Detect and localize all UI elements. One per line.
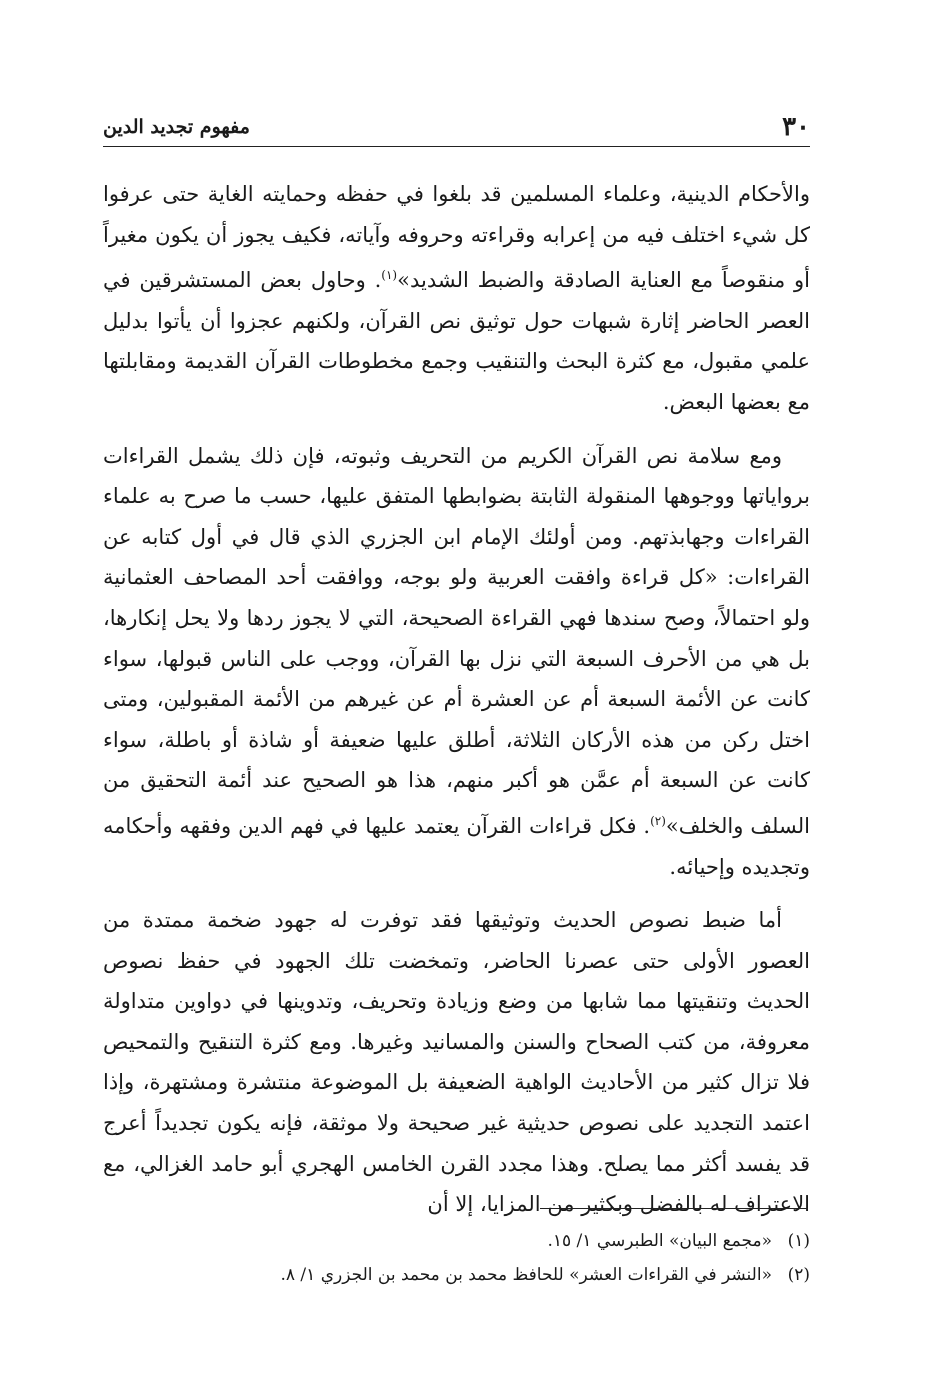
paragraph-text: أما ضبط نصوص الحديث وتوثيقها فقد توفرت له جهود ضخمة ممتدة من العصور الأولى حتى عصرنا الحاضر، وتمخضت تلك الجهود في حفظ نصوص الحديث وتنقيتها مما شابها من وضع وزيادة وتحريف، وتدوينها في دواوين متداولة معروفة، من كتب الصحاح والسنن والمسانيد وغيرها. ومع كثرة التنقيح والتمحيص فلا تزال كثير من الأحاديث الواهية الضعيفة بل الموضوعة منتشرة ومشتهرة، وإذا اعتمد التجديد على نصوص حديثية غير صحيحة ولا موثقة، فإنه يكون تجديداً أعرج قد يفسد أكثر مما يصلح. وهذا مجدد القرن الخامس الهجري أبو حامد الغزالي، مع الاعتراف له بالفضل وبكثير من المزايا، إلا أن bbox=[103, 908, 810, 1217]
paragraph bbox=[103, 436, 810, 888]
paragraph-text: والأحكام الدينية، وعلماء المسلمين قد بلغوا في حفظه وحمايته الغاية حتى عرفوا كل شيء اختلف فيه من إعرابه وقراءته وحروفه وآياته، فكيف يجوز أن يكون مغيراً أو منقوصاً مع العناية الصادقة والضبط الشديد» bbox=[103, 182, 811, 293]
footnote-text: «النشر في القراءات العشر» للحافظ محمد بن محمد بن الجزري ١/ ٨. bbox=[280, 1265, 772, 1285]
paragraph-text: . فكل قراءات القرآن يعتمد عليها في فهم الدين وفقهه وأحكامه وتجديده وإحيائه. bbox=[103, 813, 810, 879]
page-header bbox=[103, 108, 810, 144]
paragraph bbox=[103, 174, 810, 423]
paragraph-text: . وحاول بعض المستشرقين في العصر الحاضر إثارة شبهات حول توثيق نص القرآن، ولكنهم عجزوا أن يأتوا بدليل علمي مقبول، مع كثرة البحث والتنقيب وجمع مخطوطات القرآن القديمة ومقابلتها مع بعضها البعض. bbox=[103, 268, 810, 414]
footnote-ref: (١) bbox=[381, 268, 398, 283]
footnote bbox=[103, 1258, 810, 1292]
footnote-divider bbox=[540, 1208, 808, 1209]
footnote-number: (٢) bbox=[787, 1265, 810, 1285]
body-text bbox=[103, 174, 810, 1238]
footnote-number: (١) bbox=[787, 1231, 810, 1251]
page-number: ٣٠ bbox=[782, 112, 810, 142]
footnotes bbox=[103, 1224, 810, 1292]
paragraph-text: ومع سلامة نص القرآن الكريم من التحريف وثبوته، فإن ذلك يشمل القراءات برواياتها ووجوهها المنقولة الثابتة بضوابطها المتفق عليها، حسب ما صرح به علماء القراءات وجهابذتهم. ومن أولئك الإمام ابن الجزري الذي قال في أول كتابه عن القراءات: «كل قراءة وافقت العربية ولو بوجه، ووافقت أحد المصاحف العثمانية ولو احتمالاً، وصح سندها فهي القراءة الصحيحة، التي لا يجوز ردها ولا يحل إنكارها، بل هي من الأحرف السبعة التي نزل بها القرآن، ووجب على الناس قبولها، سواء كانت عن الأئمة السبعة أم عن العشرة أم عن غيرهم من الأئمة المقبولين، ومتى اختل ركن من هذه الأركان الثلاثة، أطلق عليها ضعيفة أو شاذة أو باطلة، سواء كانت عن السبعة أم عمَّن هو أكبر منهم، هذا هو الصحيح عند أئمة التحقيق من السلف والخلف» bbox=[103, 443, 810, 838]
footnote bbox=[103, 1224, 810, 1258]
footnote-ref: (٢) bbox=[650, 813, 666, 828]
footnote-text: «مجمع البيان» الطبرسي ١/ ١٥. bbox=[547, 1231, 772, 1251]
header-divider bbox=[103, 146, 810, 147]
running-title: مفهوم تجديد الدين bbox=[103, 116, 250, 138]
paragraph bbox=[103, 900, 810, 1225]
